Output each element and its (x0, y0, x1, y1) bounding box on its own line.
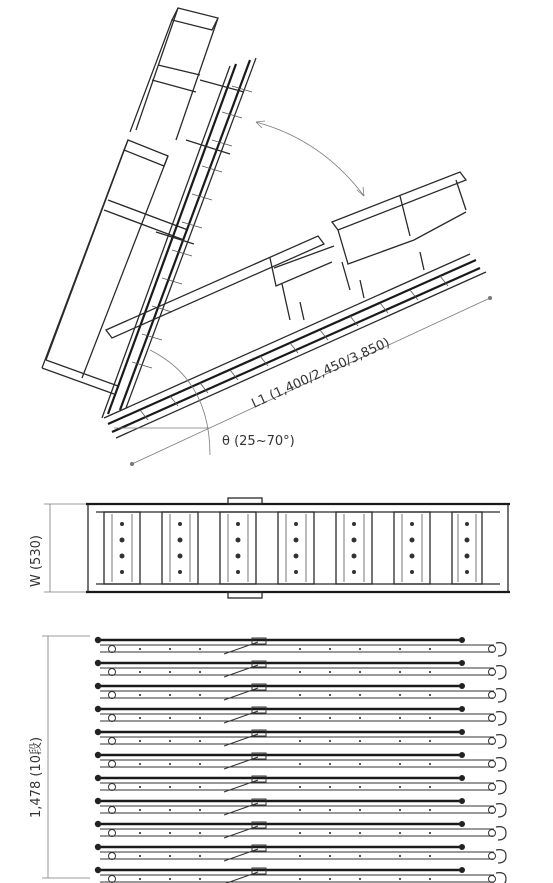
stacked-step (95, 867, 506, 883)
stacked-step (95, 706, 506, 725)
folded-stack-view (95, 637, 506, 883)
stacked-step (95, 660, 506, 679)
stacked-step (95, 637, 506, 656)
stair-raised-position (42, 8, 256, 418)
height-label: 1,478 (10段) (29, 736, 44, 818)
tread-panels (104, 512, 482, 584)
width-label: W (530) (29, 535, 44, 587)
rotation-arrow (256, 122, 364, 196)
stair-side-view (42, 8, 492, 466)
tread-bolts (120, 522, 470, 574)
stair-lowered-position (104, 172, 486, 438)
stacked-step (95, 775, 506, 794)
angle-label: θ (25~70°) (222, 434, 295, 449)
length-label: L1 (1,400/2,450/3,850) (249, 335, 393, 412)
stacked-step (95, 821, 506, 840)
stacked-step (95, 683, 506, 702)
stair-top-view (29, 498, 510, 598)
stacked-step (95, 844, 506, 863)
stacked-step (95, 752, 506, 771)
stacked-step (95, 798, 506, 817)
stacked-step (95, 729, 506, 748)
